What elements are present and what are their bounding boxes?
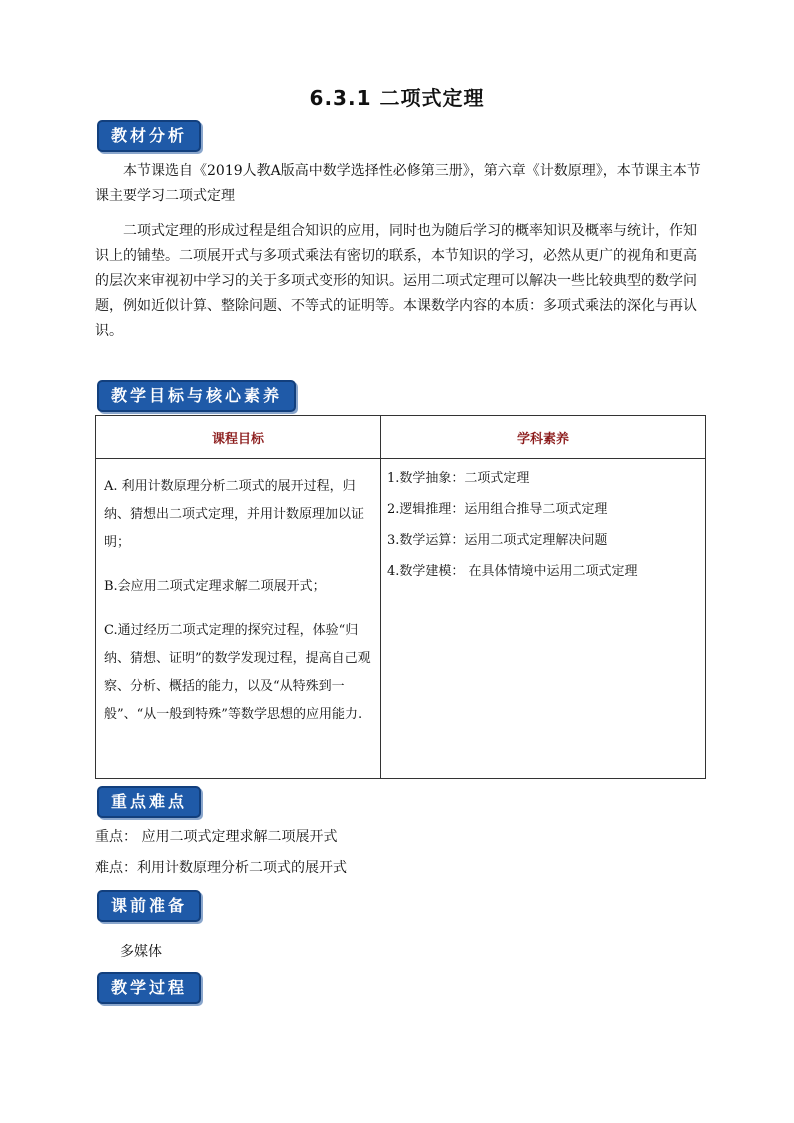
literacy-item-3: 3.数学运算：运用二项式定理解决问题: [387, 533, 608, 548]
literacy-item-2: 2.逻辑推理：运用组合推导二项式定理: [387, 502, 608, 517]
prep-text: 多媒体: [120, 944, 162, 960]
analysis-paragraph-2: 二项式定理的形成过程是组合知识的应用，同时也为随后学习的概率知识及概率与统计，作知识上的铺垫。二项展开式与多项式乘法有密切的联系，本节知识的学习，必然从更广的视角和更高的层次来审视初中学习的关于多项式变形的知识。运用二项式定理可以解决一些比较典型的数学问题，例如近似计算、整除问题、不等式的证明等。本课数学内容的本质：多项式乘法的深化与再认识。: [95, 223, 697, 339]
section-badge-prep: 课前准备: [97, 890, 201, 922]
goals-table: [95, 415, 706, 779]
header-course-goals: 课程目标: [96, 416, 381, 459]
analysis-paragraph-1: 本节课选自《2019人教A版高中数学选择性必修第三册》，第六章《计数原理》，本节课主本节课主要学习二项式定理: [95, 163, 701, 204]
course-goals-cell: [96, 459, 381, 779]
core-literacy-cell: [381, 459, 706, 779]
section-badge-analysis: 教材分析: [97, 120, 201, 152]
section-badge-goals: 教学目标与核心素养: [97, 380, 296, 412]
course-goal-a: A. 利用计数原理分析二项式的展开过程，归纳、猜想出二项式定理，并用计数原理加以证明；: [104, 479, 365, 550]
course-goal-c: C.通过经历二项式定理的探究过程，体验“归纳、猜想、证明”的数学发现过程，提高自己观察、分析、概括的能力，以及“从特殊到一般”、“从一般到特殊”等数学思想的应用能力.: [104, 623, 371, 722]
literacy-item-4: 4.数学建模： 在具体情境中运用二项式定理: [387, 564, 638, 579]
section-badge-process: 教学过程: [97, 972, 201, 1004]
difficulty-line: 难点：利用计数原理分析二项式的展开式: [95, 860, 347, 876]
key-point-line: 重点： 应用二项式定理求解二项展开式: [95, 829, 338, 845]
page-title: 6.3.1 二项式定理: [309, 86, 485, 110]
header-core-literacy: 学科素养: [381, 416, 706, 459]
course-goal-b: B.会应用二项式定理求解二项展开式；: [104, 579, 326, 594]
section-badge-keypoints: 重点难点: [97, 786, 201, 818]
literacy-item-1: 1.数学抽象：二项式定理: [387, 471, 530, 486]
